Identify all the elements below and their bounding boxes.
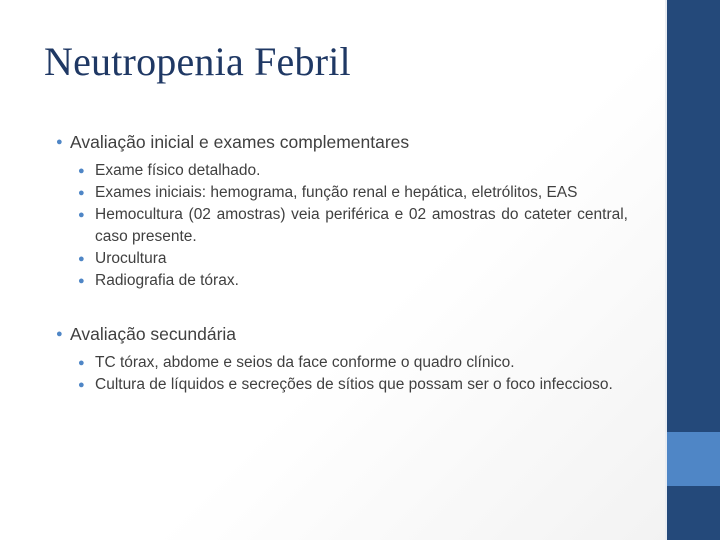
bullet-dot-icon: ●: [78, 275, 85, 287]
list-item: [50, 160, 628, 182]
list-item: [50, 270, 628, 292]
list-item-text: Cultura de líquidos e secreções de sítios que possam ser o foco infeccioso.: [95, 376, 613, 393]
list-item: [50, 204, 628, 248]
list-item: [50, 374, 628, 396]
list-item-text: Urocultura: [95, 250, 167, 267]
bullet-dot-icon: ●: [78, 379, 85, 391]
section-heading: [50, 322, 628, 346]
sidebar-accent-block: [667, 432, 720, 486]
list-item-text: Hemocultura (02 amostras) veia periférica e 02 amostras do cateter central, caso presente.: [95, 206, 628, 245]
list-item: [50, 352, 628, 374]
bullet-dot-icon: ●: [56, 328, 63, 340]
list-item-text: Exames iniciais: hemograma, função renal e hepática, eletrólitos, EAS: [95, 184, 578, 201]
sidebar-decoration: [665, 0, 720, 540]
section-heading: [50, 130, 628, 154]
list-item-text: Radiografia de tórax.: [95, 272, 239, 289]
list-item: [50, 182, 628, 204]
list-item-text: Exame físico detalhado.: [95, 162, 261, 179]
list-item: [50, 248, 628, 270]
slide-content: [50, 130, 628, 396]
list-item-text: TC tórax, abdome e seios da face conforme o quadro clínico.: [95, 354, 515, 371]
bullet-dot-icon: ●: [78, 357, 85, 369]
bullet-dot-icon: ●: [78, 165, 85, 177]
bullet-dot-icon: ●: [78, 253, 85, 265]
section-heading-text: Avaliação inicial e exames complementares: [70, 132, 410, 152]
bullet-dot-icon: ●: [78, 187, 85, 199]
bullet-dot-icon: ●: [78, 209, 85, 221]
bullet-dot-icon: ●: [56, 136, 63, 148]
slide-title: Neutropenia Febril: [44, 39, 351, 84]
section-heading-text: Avaliação secundária: [70, 324, 237, 344]
